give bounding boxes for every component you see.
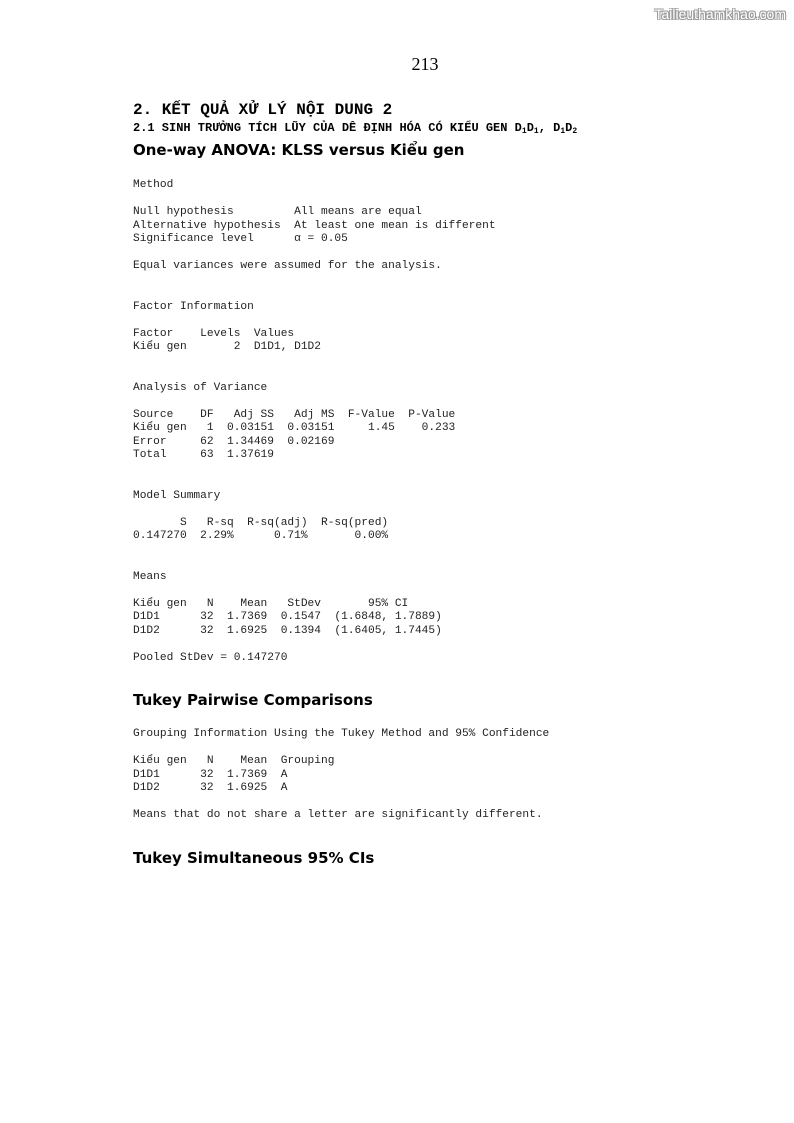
means-header: Kiểu gen N Mean StDev 95% CI bbox=[133, 597, 409, 610]
pooled-stdev: Pooled StDev = 0.147270 bbox=[133, 651, 288, 664]
anova-header: Source DF Adj SS Adj MS F-Value P-Value bbox=[133, 408, 456, 421]
means-row: D1D1 32 1.7369 0.1547 (1.6848, 1.7889) bbox=[133, 611, 442, 623]
watermark: Tailieuthamkhao.com bbox=[654, 6, 786, 22]
tukey-row: D1D1 32 1.7369 A bbox=[133, 768, 288, 781]
anova-row: Error 62 1.34469 0.02169 bbox=[133, 435, 335, 448]
model-summary-title: Model Summary bbox=[133, 489, 221, 502]
anova-row: Kiểu gen 1 0.03151 0.03151 1.45 0.233 bbox=[133, 422, 456, 434]
page-number: 213 bbox=[411, 54, 439, 74]
method-line: Significance level α = 0.05 bbox=[133, 233, 348, 245]
means-row: D1D2 32 1.6925 0.1394 (1.6405, 1.7445) bbox=[133, 624, 442, 637]
document-body bbox=[133, 100, 753, 868]
tukey-ci-section-title: Tukey Simultaneous 95% CIs bbox=[133, 848, 375, 867]
model-summary-row: 0.147270 2.29% 0.71% 0.00% bbox=[133, 530, 389, 542]
means-title: Means bbox=[133, 570, 167, 583]
genotype-subscript: 1 bbox=[521, 127, 527, 136]
genotype-letter: D bbox=[526, 121, 534, 135]
genotype-subscript: 1 bbox=[560, 127, 566, 136]
method-title: Method bbox=[133, 179, 174, 191]
factor-info-row: Kiểu gen 2 D1D1, D1D2 bbox=[133, 341, 321, 353]
method-line: Alternative hypothesis At least one mean is different bbox=[133, 219, 496, 232]
genotype-separator: , bbox=[538, 121, 554, 135]
method-line: Null hypothesis All means are equal bbox=[133, 206, 422, 218]
genotype-letter: D bbox=[514, 121, 522, 135]
tukey-note: Means that do not share a letter are significantly different. bbox=[133, 809, 543, 821]
genotype-letter: D bbox=[553, 121, 561, 135]
tukey-section-title: Tukey Pairwise Comparisons bbox=[133, 691, 373, 709]
factor-info-header: Factor Levels Values bbox=[133, 327, 295, 340]
anova-section-title: One-way ANOVA: KLSS versus Kiểu gen bbox=[133, 141, 465, 159]
genotype-subscript: 1 bbox=[533, 127, 539, 136]
factor-info-title: Factor Information bbox=[133, 300, 254, 313]
model-summary-header: S R-sq R-sq(adj) R-sq(pred) bbox=[133, 516, 389, 529]
tukey-header: Kiểu gen N Mean Grouping bbox=[133, 755, 335, 767]
heading-2-text: 2.1 SINH TRƯỞNG TÍCH LŨY CỦA DÊ ĐỊNH HÓA CÓ KIỂU GEN bbox=[133, 121, 515, 135]
genotype-letter: D bbox=[565, 121, 573, 135]
heading-1: 2. KẾT QUẢ XỬ LÝ NỘI DUNG 2 bbox=[133, 101, 393, 119]
method-note: Equal variances were assumed for the analysis. bbox=[133, 260, 442, 272]
anova-row: Total 63 1.37619 bbox=[133, 449, 274, 461]
anova-title: Analysis of Variance bbox=[133, 381, 268, 394]
tukey-row: D1D2 32 1.6925 A bbox=[133, 782, 288, 794]
tukey-grouping-title: Grouping Information Using the Tukey Method and 95% Confidence bbox=[133, 728, 550, 740]
genotype-subscript: 2 bbox=[572, 127, 578, 136]
heading-2 bbox=[133, 120, 753, 140]
